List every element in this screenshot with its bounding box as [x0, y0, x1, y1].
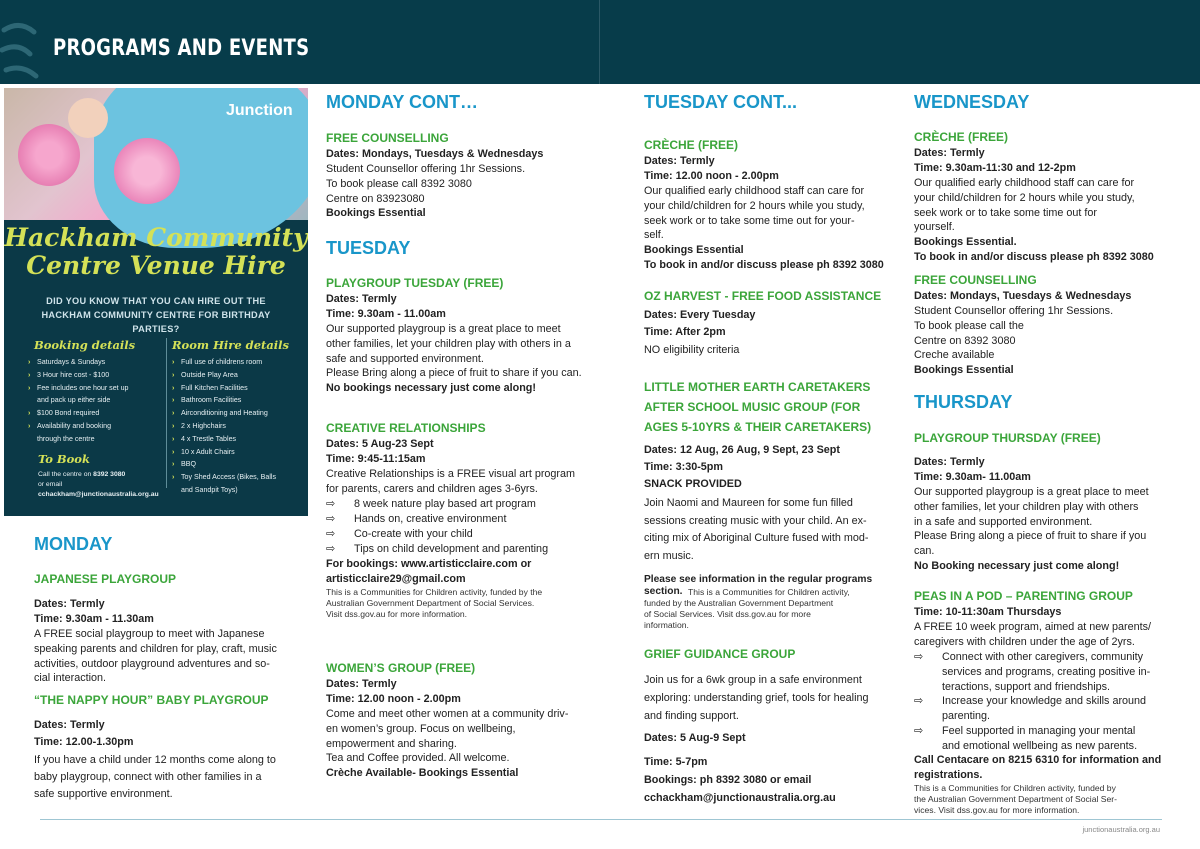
playgroup-thursday-description: Our supported playgroup is a great place to meet other families, let your children play with others in a safe and supported environment. Please Bring along a piece of fruit to share if you can. No Booking necessary just come along!	[914, 486, 1149, 572]
list-item: › $100 Bond required	[28, 407, 129, 420]
peas-description: A FREE 10 week program, aimed at new parents/ caregivers with children under the age of 2yrs.	[914, 621, 1152, 648]
free-counselling-title: FREE COUNSELLING	[326, 131, 449, 145]
monday-heading: MONDAY	[34, 534, 113, 554]
peas-time: Time: 10-11:30am Thursdays	[914, 606, 1062, 618]
list-item: › Fee includes one hour set up	[28, 382, 129, 395]
pompom-image	[114, 138, 180, 204]
list-item: ⇨ 8 week nature play based art program	[326, 498, 536, 510]
oz-harvest-dates: Dates: Every Tuesday	[644, 309, 756, 321]
double-right-arrow-icon: ⇨	[326, 543, 336, 555]
womens-time: Time: 12.00 noon - 2.00pm	[326, 693, 461, 705]
nappy-dates: Dates: Termly	[34, 719, 105, 731]
page-title: PROGRAMS AND EVENTS	[53, 36, 310, 61]
playgroup-thursday-dates: Dates: Termly	[914, 456, 985, 468]
grief-description: Join us for a 6wk group in a safe environment exploring: understanding grief, tools for healing and finding support.	[644, 674, 869, 722]
creative-relationships-title: CREATIVE RELATIONSHIPS	[326, 421, 486, 435]
pompom-image	[18, 124, 80, 186]
double-right-arrow-icon: ⇨	[914, 695, 924, 707]
nappy-description: If you have a child under 12 months come along to baby playgroup, connect with other families in a safe supportive environment.	[34, 754, 276, 800]
tuesday-cont-heading: TUESDAY CONT...	[644, 92, 798, 112]
list-item: › 3 Hour hire cost - $100	[28, 369, 129, 382]
double-right-arrow-icon: ⇨	[914, 725, 924, 737]
grief-guidance-title: GRIEF GUIDANCE GROUP	[644, 647, 796, 661]
junction-logo: Junction	[226, 102, 293, 119]
mother-earth-title: LITTLE MOTHER EARTH CARETAKERS AFTER SCHOOL MUSIC GROUP (FOR AGES 5-10YRS & THEIR CARETAKERS)	[644, 380, 872, 434]
list-item: › Saturdays & Sundays	[28, 356, 129, 369]
to-book-heading: To Book	[38, 452, 90, 466]
list-item: ⇨ Increase your knowledge and skills around parenting.	[914, 695, 1147, 722]
wed-creche-title: CRÈCHE (FREE)	[914, 130, 1009, 144]
mother-earth-time: Time: 3:30-5pm	[644, 461, 724, 473]
counselling-description: Student Counsellor offering 1hr Sessions. To book please call 8392 3080 Centre on 83923080 Bookings Essential	[326, 163, 526, 220]
wed-creche-description: Our qualified early childhood staff can care for your child/children for 2 hours while you study, seek work or to take some time out for yourself. Bookings Essential. To book in and/or discuss please ph 8392 3080	[914, 177, 1154, 263]
page-header	[0, 0, 1200, 84]
poster-title-line2: Centre Venue Hire	[26, 251, 286, 280]
room-hire-heading: Room Hire details	[172, 338, 290, 352]
list-item: ⇨ Tips on child development and parenting	[326, 543, 549, 555]
decorative-swirl-icon	[0, 20, 60, 84]
mother-earth-dates: Dates: 12 Aug, 26 Aug, 9 Sept, 23 Sept	[644, 444, 840, 456]
list-item: and Sandpit Toys)	[181, 485, 238, 494]
mother-earth-snack: SNACK PROVIDED	[644, 478, 742, 490]
peas-in-a-pod-title: PEAS IN A POD – PARENTING GROUP	[914, 589, 1133, 603]
creative-bookings: For bookings: www.artisticclaire.com or artisticclaire29@gmail.com	[326, 558, 532, 585]
double-right-arrow-icon: ⇨	[326, 513, 336, 525]
playgroup-tuesday-title: PLAYGROUP TUESDAY (FREE)	[326, 276, 504, 290]
list-item: ⇨ Connect with other caregivers, community services and programs, creating positive in- teractions, support and friendships.	[914, 651, 1151, 693]
japanese-playgroup-title: JAPANESE PLAYGROUP	[34, 572, 177, 586]
footer-divider	[40, 819, 1162, 820]
japanese-time: Time: 9.30am - 11.30am	[34, 613, 154, 625]
monday-cont-heading: MONDAY CONT…	[326, 92, 479, 112]
list-item: › BBQ	[172, 458, 276, 471]
creche-time: Time: 12.00 noon - 2.00pm	[644, 170, 779, 182]
wed-counselling-title: FREE COUNSELLING	[914, 273, 1037, 287]
list-item: › 4 x Trestle Tables	[172, 433, 276, 446]
double-right-arrow-icon: ⇨	[914, 651, 924, 663]
japanese-description: A FREE social playgroup to meet with Japanese speaking parents and children for play, craft, music activities, outdoor playground adventures and so- cial interaction.	[34, 628, 277, 685]
playgroup-tuesday-dates: Dates: Termly	[326, 293, 397, 305]
creche-dates: Dates: Termly	[644, 155, 715, 167]
creche-title: CRÈCHE (FREE)	[644, 138, 739, 152]
poster-title-line1: Hackham Community	[4, 223, 308, 252]
list-item: › 2 x Highchairs	[172, 420, 276, 433]
creative-time: Time: 9:45-11:15am	[326, 453, 426, 465]
nappy-hour-title: “THE NAPPY HOUR” BABY PLAYGROUP	[34, 693, 269, 707]
wed-counselling-description: Student Counsellor offering 1hr Sessions. To book please call the Centre on 8392 3080 Creche available Bookings Essential	[914, 305, 1114, 377]
list-item: through the centre	[37, 434, 95, 443]
mother-earth-funding: funded by the Australian Government Department of Social Services. Visit dss.gov.au for more information.	[644, 598, 834, 630]
list-item: › Full Kitchen Facilities	[172, 382, 276, 395]
thursday-heading: THURSDAY	[914, 392, 1013, 412]
playgroup-tuesday-time: Time: 9.30am - 11.00am	[326, 308, 446, 320]
creche-description: Our qualified early childhood staff can care for your child/children for 2 hours while you study, seek work or to take some time out for your- self. Bookings Essential To book in and/or discuss please ph 8392 3080	[644, 185, 884, 271]
list-item: and pack up either side	[37, 396, 111, 405]
wed-creche-time: Time: 9.30am-11:30 and 12-2pm	[914, 162, 1076, 174]
womens-dates: Dates: Termly	[326, 678, 397, 690]
womens-group-title: WOMEN’S GROUP (FREE)	[326, 661, 476, 675]
womens-description: Come and meet other women at a community driv- en women’s group. Focus on wellbeing, empowerment and sharing. Tea and Coffee provided. All welcome. Crèche Available- Bookings Essential	[326, 708, 569, 780]
peas-funding-note: This is a Communities for Children activity, funded by the Australian Government Department of Social Ser- vices. Visit dss.gov.au for more information.	[914, 783, 1118, 815]
double-right-arrow-icon: ⇨	[326, 528, 336, 540]
room-hire-list	[172, 356, 276, 497]
list-item: › Airconditioning and Heating	[172, 407, 276, 420]
oz-harvest-note: NO eligibility criteria	[644, 344, 740, 356]
header-divider	[599, 0, 600, 84]
wed-creche-dates: Dates: Termly	[914, 147, 985, 159]
playgroup-thursday-time: Time: 9.30am- 11.00am	[914, 471, 1031, 483]
creative-description: Creative Relationships is a FREE visual art program for parents, carers and children ages 3-6yrs.	[326, 468, 576, 495]
list-item: › Full use of childrens room	[172, 356, 276, 369]
list-item: › Toy Shed Access (Bikes, Balls	[172, 471, 276, 484]
playgroup-thursday-title: PLAYGROUP THURSDAY (FREE)	[914, 431, 1101, 445]
booking-details-heading: Booking details	[34, 338, 136, 352]
counselling-dates: Dates: Mondays, Tuesdays & Wednesdays	[326, 148, 544, 160]
oz-harvest-title: OZ HARVEST - FREE FOOD ASSISTANCE	[644, 289, 882, 303]
poster-divider	[166, 338, 167, 488]
japanese-dates: Dates: Termly	[34, 598, 105, 610]
mother-earth-see: Please see information in the regular programs section.	[644, 574, 873, 597]
to-book-text: Call the centre on 8392 3080 or email cchackham@junctionaustralia.org.au	[38, 471, 159, 498]
double-right-arrow-icon: ⇨	[326, 498, 336, 510]
footer-url: junctionaustralia.org.au	[1082, 825, 1160, 834]
playgroup-tuesday-description: Our supported playgroup is a great place to meet other families, let your children play with others in a safe and supported environment. Please Bring along a piece of fruit to share if you can. No bookings necessary just come along!	[326, 323, 582, 395]
poster-intro: DID YOU KNOW THAT YOU CAN HIRE OUT THE HACKHAM COMMUNITY CENTRE FOR BIRTHDAY PARTIES?	[41, 296, 271, 334]
list-item: › 10 x Adult Chairs	[172, 446, 276, 459]
peas-call: Call Centacare on 8215 6310 for information and registrations.	[914, 754, 1162, 781]
mother-earth-funding-line1: This is a Communities for Children activity,	[688, 587, 850, 597]
list-item: ⇨ Co-create with your child	[326, 528, 473, 540]
mother-earth-description: Join Naomi and Maureen for some fun filled sessions creating music with your child. An ex- citing mix of Aboriginal Culture fused with mod- ern music.	[644, 497, 869, 562]
grief-dates: Dates: 5 Aug-9 Sept	[644, 732, 746, 744]
venue-hire-poster	[4, 88, 308, 516]
wednesday-heading: WEDNESDAY	[914, 92, 1030, 112]
tuesday-heading: TUESDAY	[326, 238, 411, 258]
list-item: ⇨ Hands on, creative environment	[326, 513, 507, 525]
list-item: › Bathroom Facilities	[172, 394, 276, 407]
booking-details-list	[28, 356, 129, 446]
creative-dates: Dates: 5 Aug-23 Sept	[326, 438, 434, 450]
list-item: › Availability and booking	[28, 420, 129, 433]
grief-time-bookings: Time: 5-7pm Bookings: ph 8392 3080 or email cchackham@junctionaustralia.org.au	[644, 756, 836, 804]
list-item: ⇨ Feel supported in managing your mental and emotional wellbeing as new parents.	[914, 725, 1138, 752]
creative-funding-note: This is a Communities for Children activity, funded by the Australian Government Department of Social Services. Visit dss.gov.au for more information.	[326, 587, 543, 619]
oz-harvest-time: Time: After 2pm	[644, 326, 726, 338]
list-item: › Outside Play Area	[172, 369, 276, 382]
child-image	[68, 98, 108, 138]
nappy-time: Time: 12.00-1.30pm	[34, 736, 134, 748]
wed-counselling-dates: Dates: Mondays, Tuesdays & Wednesdays	[914, 290, 1132, 302]
